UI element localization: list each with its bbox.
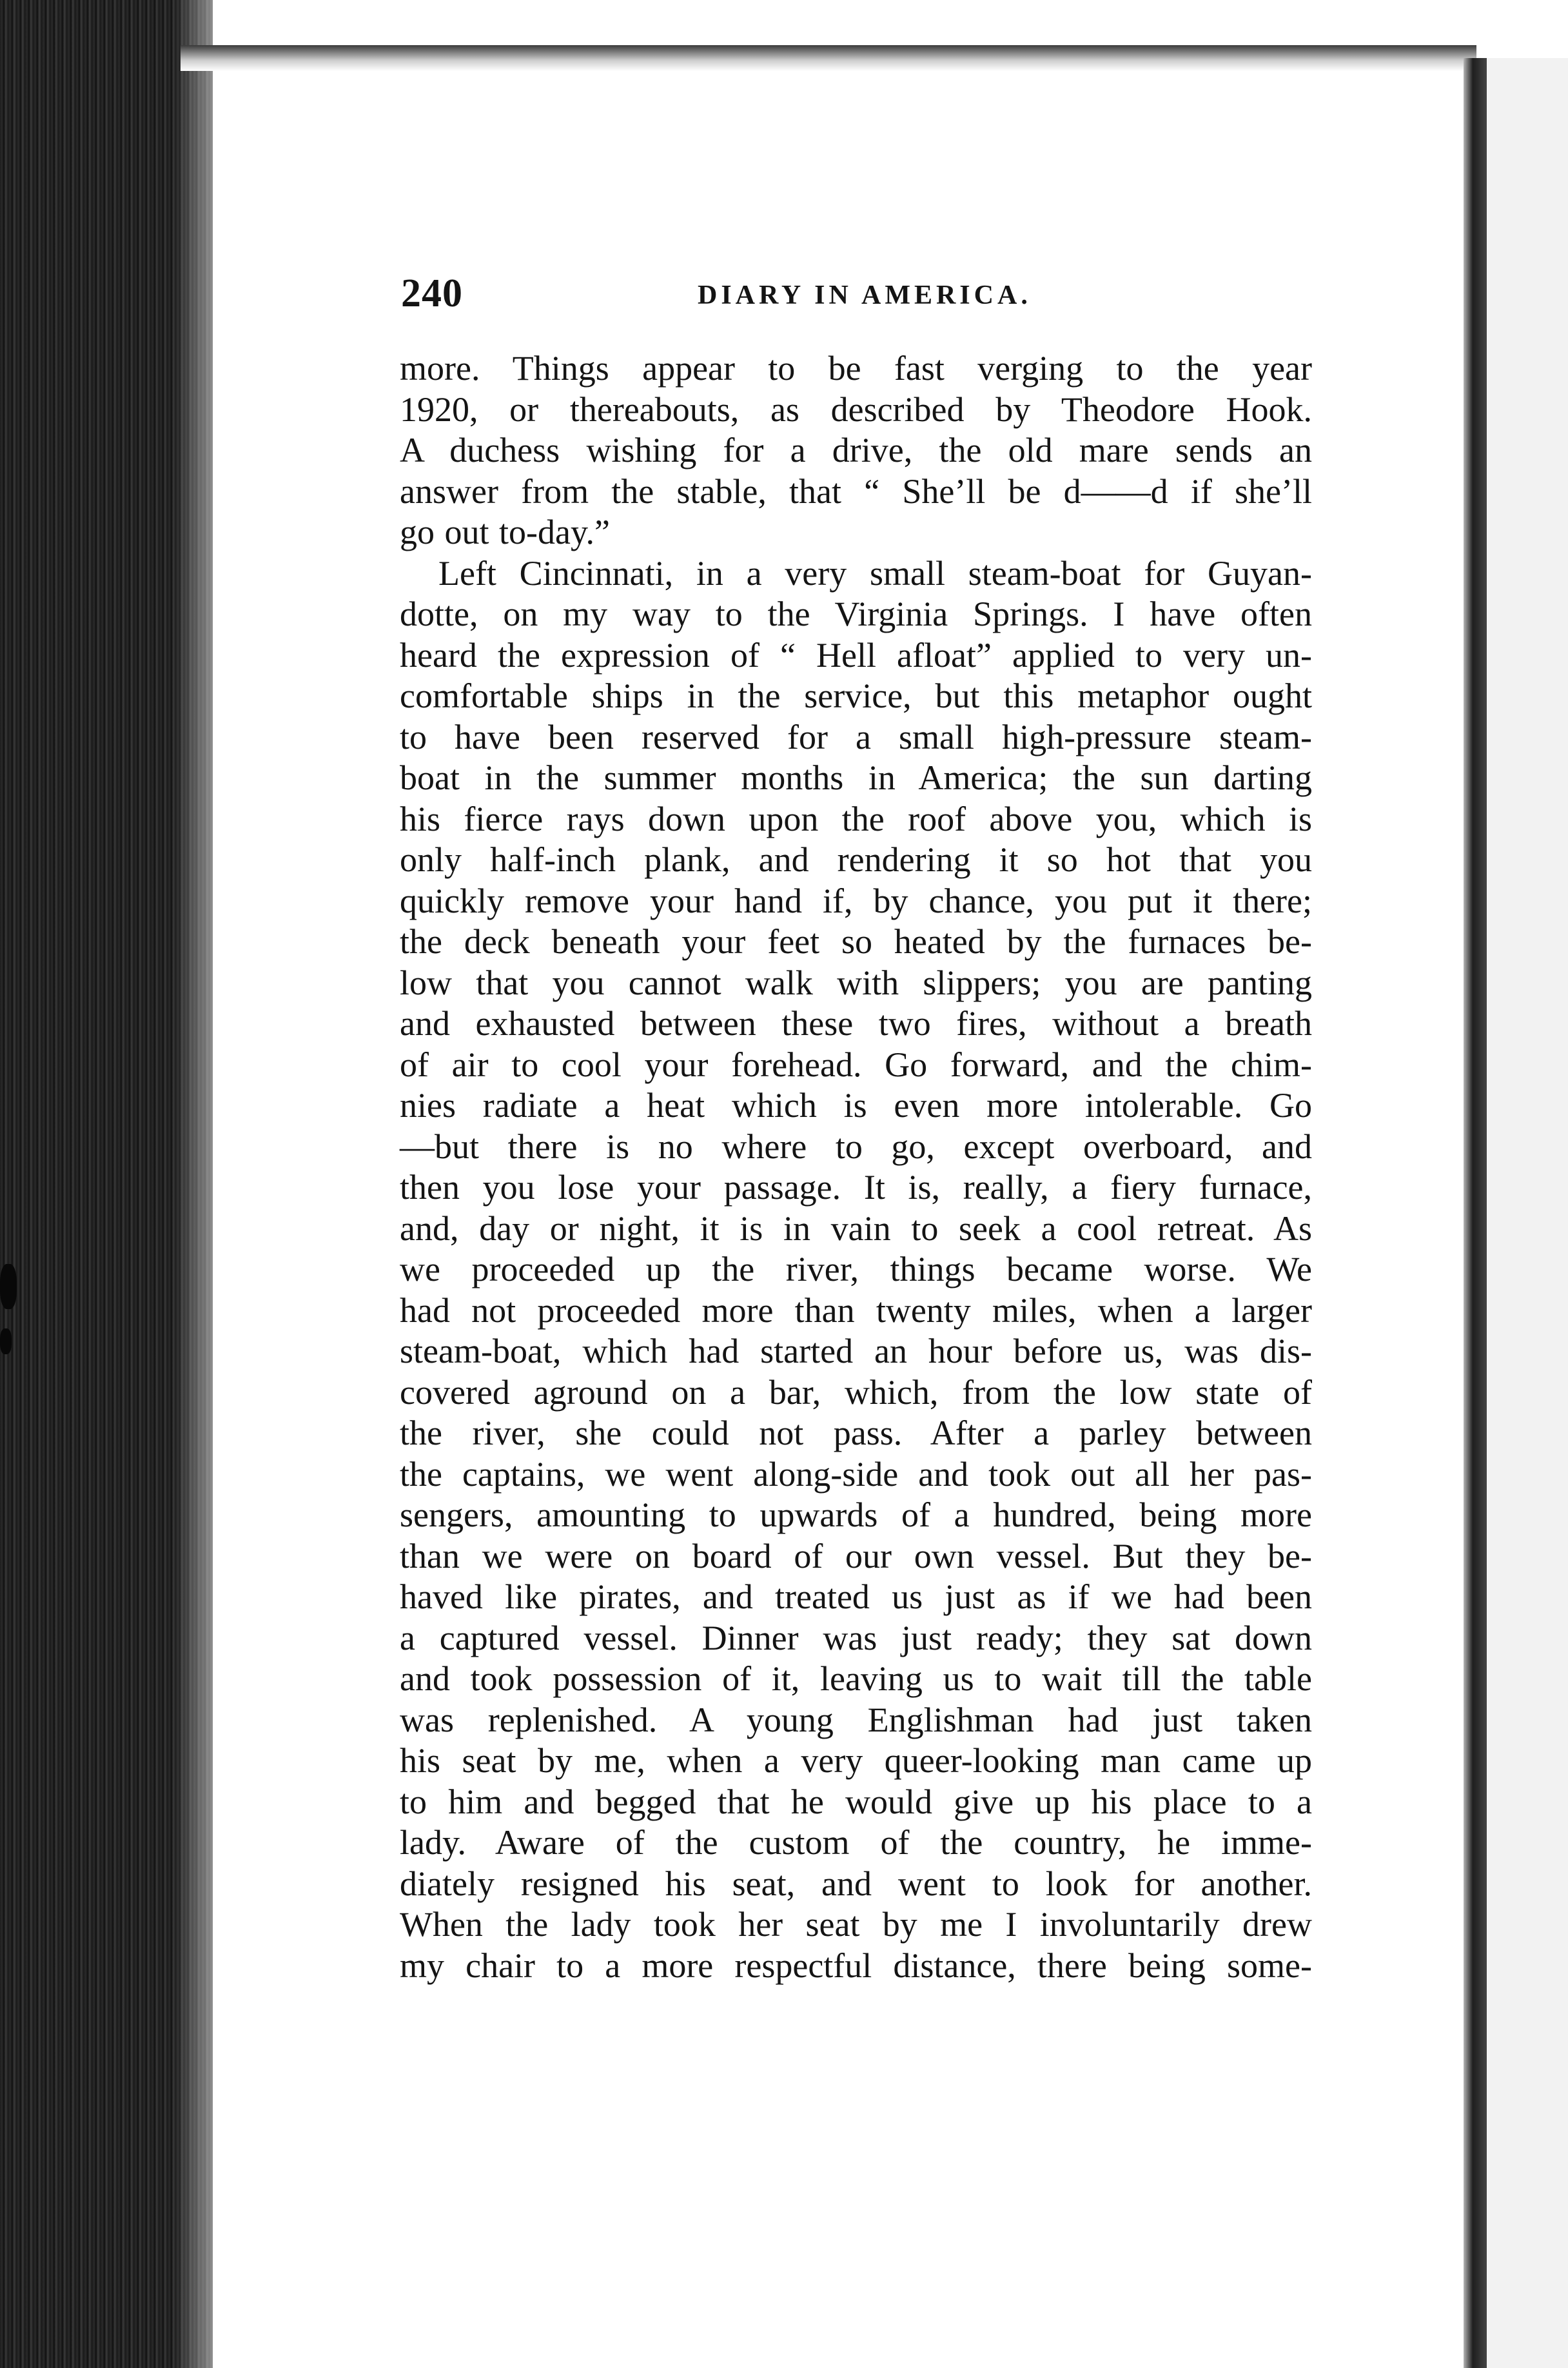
text-line: was replenished. A young Englishman had just taken — [400, 1700, 1312, 1739]
text-line: and exhausted between these two fires, without a breath — [400, 1004, 1312, 1043]
text-line: answer from the stable, that “ She’ll be d——d if she’ll — [400, 471, 1312, 511]
text-line: A duchess wishing for a drive, the old mare sends an — [400, 431, 1312, 469]
text-line: Left Cincinnati, in a very small steam-boat for Guyan- — [438, 553, 1312, 593]
text-line: nies radiate a heat which is even more intolerable. Go — [400, 1086, 1312, 1125]
text-line: only half-inch plank, and rendering it so hot that you — [400, 840, 1312, 879]
text-line: 1920, or thereabouts, as described by Theodore Hook. — [400, 390, 1312, 429]
text-line: haved like pirates, and treated us just as if we had been — [400, 1577, 1312, 1616]
scan-binding-edge — [0, 0, 213, 2368]
text-line: quickly remove your hand if, by chance, you put it there; — [400, 881, 1312, 920]
text-line: his fierce rays down upon the roof above you, which is — [400, 799, 1312, 838]
text-line: and, day or night, it is in vain to seek a cool retreat. As — [400, 1209, 1312, 1248]
text-line: lady. Aware of the custom of the country, he imme- — [400, 1823, 1312, 1862]
text-line: —but there is no where to go, except overboard, and — [400, 1127, 1312, 1166]
page-number: 240 — [401, 271, 463, 315]
text-line: sengers, amounting to upwards of a hundred, being more — [400, 1495, 1312, 1534]
text-line: and took possession of it, leaving us to wait till the table — [400, 1659, 1312, 1698]
text-line: heard the expression of “ Hell afloat” applied to very un- — [400, 635, 1312, 675]
text-line: covered aground on a bar, which, from the low state of — [400, 1372, 1312, 1412]
text-line: low that you cannot walk with slippers; you are panting — [400, 963, 1312, 1002]
scan-speck — [0, 1264, 17, 1309]
text-line: more. Things appear to be fast verging to the year — [400, 349, 1312, 388]
text-line: we proceeded up the river, things became worse. We — [400, 1250, 1312, 1288]
running-title: DIARY IN AMERICA. — [698, 281, 1032, 310]
text-line: the river, she could not pass. After a parley between — [400, 1414, 1312, 1452]
text-line: comfortable ships in the service, but this metaphor ought — [400, 676, 1312, 715]
text-line: my chair to a more respectful distance, there being some- — [400, 1946, 1312, 1985]
text-line: When the lady took her seat by me I involuntarily drew — [400, 1905, 1312, 1944]
text-line: boat in the summer months in America; the sun darting — [400, 758, 1312, 797]
scan-page-gutter — [1464, 58, 1487, 2368]
body-text — [400, 348, 1312, 1986]
text-line: of air to cool your forehead. Go forward, and the chim- — [400, 1045, 1312, 1084]
scan-facing-page — [1487, 58, 1568, 2368]
text-line: diately resigned his seat, and went to look for another. — [400, 1864, 1312, 1903]
text-line: go out to-day.” — [400, 513, 610, 551]
text-line: to him and begged that he would give up his place to a — [400, 1782, 1312, 1821]
text-line: the captains, we went along-side and took out all her pas- — [400, 1454, 1312, 1494]
scan-top-edge — [181, 45, 1476, 71]
text-line: steam-boat, which had started an hour before us, was dis- — [400, 1332, 1312, 1370]
text-line: dotte, on my way to the Virginia Springs. I have often — [400, 595, 1312, 633]
text-line: to have been reserved for a small high-pressure steam- — [400, 717, 1312, 756]
scan-speck — [0, 1328, 12, 1354]
text-line: had not proceeded more than twenty miles, when a larger — [400, 1290, 1312, 1330]
running-head — [401, 271, 1317, 322]
text-line: than we were on board of our own vessel. But they be- — [400, 1536, 1312, 1575]
text-line: then you lose your passage. It is, really, a fiery furnace, — [400, 1168, 1312, 1207]
text-line: a captured vessel. Dinner was just ready; they sat down — [400, 1618, 1312, 1657]
text-line: his seat by me, when a very queer-looking man came up — [400, 1741, 1312, 1780]
text-line: the deck beneath your feet so heated by the furnaces be- — [400, 922, 1312, 961]
